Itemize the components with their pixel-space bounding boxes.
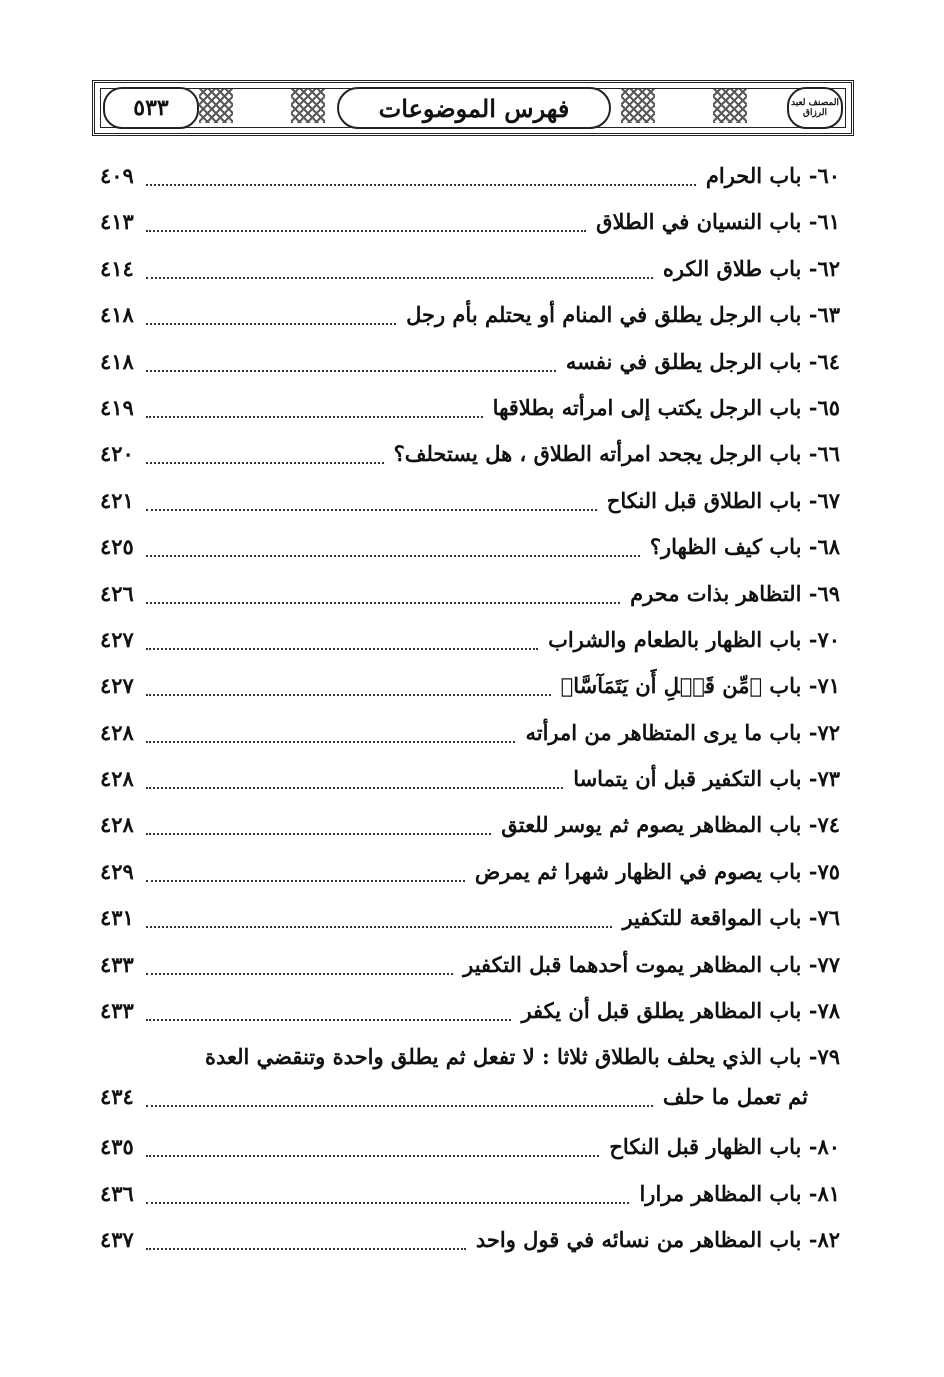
toc-entry-page: ٤٢٥ xyxy=(100,534,134,560)
toc-entry[interactable] xyxy=(100,255,840,301)
toc-entry[interactable] xyxy=(100,858,840,904)
leader-dots xyxy=(146,955,453,975)
toc-entry-page: ٤١٩ xyxy=(100,394,134,420)
toc-entry-title: ٧٤- باب المظاهر يصوم ثم يوسر للعتق xyxy=(501,812,840,838)
toc-entry-page: ٤٢٧ xyxy=(100,673,134,699)
leader-dots xyxy=(146,769,563,789)
toc-entry[interactable] xyxy=(100,719,840,765)
leader-dots xyxy=(146,584,620,604)
leader-dots xyxy=(146,908,612,928)
toc-entry-page: ٤٢٧ xyxy=(100,626,134,652)
toc-entry-title: ٧٩- باب الذي يحلف بالطلاق ثلاثا : لا تفعل ثم يطلق واحدة وتنقضي العدة xyxy=(204,1044,840,1070)
toc-entry-title: ٦٤- باب الرجل يطلق في نفسه xyxy=(565,348,840,374)
toc-entry-title: ٦٣- باب الرجل يطلق في المنام أو يحتلم بأم رجل xyxy=(406,302,840,328)
leader-dots xyxy=(146,815,491,835)
toc-entry[interactable] xyxy=(100,1133,840,1179)
toc-entry[interactable] xyxy=(100,348,840,394)
toc-entry-title: ٨٠- باب الظهار قبل النكاح xyxy=(609,1134,840,1160)
toc-entry-page: ٤٢٨ xyxy=(100,719,134,745)
page-number: ٥٣٣ xyxy=(103,87,199,129)
toc-entry-page: ٤٣١ xyxy=(100,905,134,931)
leader-dots xyxy=(146,259,653,279)
toc-entry[interactable] xyxy=(100,765,840,811)
leader-dots xyxy=(146,305,396,325)
leader-dots xyxy=(146,212,586,232)
ornament-left-2 xyxy=(291,89,325,123)
leader-dots xyxy=(146,398,483,418)
toc-entry[interactable] xyxy=(100,672,840,718)
table-of-contents xyxy=(100,162,840,1273)
toc-entry-page: ٤٣٤ xyxy=(100,1084,134,1110)
toc-entry-page: ٤٢٠ xyxy=(100,441,134,467)
toc-entry-title: ٧٨- باب المظاهر يطلق قبل أن يكفر xyxy=(521,998,840,1024)
toc-entry-page: ٤٢٦ xyxy=(100,580,134,606)
toc-entry-page: ٤٢٩ xyxy=(100,858,134,884)
toc-entry-title-continued: ثم تعمل ما حلف xyxy=(662,1084,808,1110)
toc-entry-page: ٤٢٨ xyxy=(100,766,134,792)
toc-entry-title: ٧١- باب ﴿مِّن قَبۡلِ أَن يَتَمَآسَّا﴾ xyxy=(560,673,840,699)
toc-entry[interactable] xyxy=(100,301,840,347)
toc-entry-page: ٤٣٣ xyxy=(100,951,134,977)
leader-dots xyxy=(146,676,551,696)
leader-dots xyxy=(146,630,538,650)
toc-entry[interactable] xyxy=(100,208,840,254)
toc-entry-page: ٤٣٥ xyxy=(100,1134,134,1160)
toc-entry-title: ٧٣- باب التكفير قبل أن يتماسا xyxy=(573,766,840,792)
toc-entry[interactable] xyxy=(100,533,840,579)
ornament-right xyxy=(713,89,747,123)
leader-dots xyxy=(146,352,556,372)
toc-entry-title: ٨١- باب المظاهر مرارا xyxy=(639,1180,840,1206)
toc-entry[interactable] xyxy=(100,1180,840,1226)
toc-entry-multiline[interactable] xyxy=(100,1043,840,1083)
toc-entry-title: ٦٢- باب طلاق الكره xyxy=(662,255,840,281)
toc-entry[interactable] xyxy=(100,580,840,626)
toc-entry[interactable] xyxy=(100,811,840,857)
ornament-right-2 xyxy=(621,89,655,123)
toc-entry[interactable] xyxy=(100,440,840,486)
toc-entry-continuation[interactable] xyxy=(100,1083,840,1133)
page-title: فهرس الموضوعات xyxy=(337,87,611,129)
leader-dots xyxy=(146,1087,653,1107)
ornament-left xyxy=(199,89,233,123)
toc-entry-title: ٦٧- باب الطلاق قبل النكاح xyxy=(606,487,840,513)
toc-entry-title: ٦١- باب النسيان في الطلاق xyxy=(596,209,840,235)
toc-entry[interactable] xyxy=(100,904,840,950)
toc-entry-title: ٧٥- باب يصوم في الظهار شهرا ثم يمرض xyxy=(474,858,840,884)
toc-entry[interactable] xyxy=(100,626,840,672)
book-logo: المصنف لعبد الرزاق xyxy=(787,87,843,129)
toc-entry-page: ٤١٤ xyxy=(100,255,134,281)
leader-dots xyxy=(146,1001,511,1021)
toc-entry-title: ٦٨- باب كيف الظهار؟ xyxy=(649,534,840,560)
leader-dots xyxy=(146,1184,629,1204)
toc-entry-title: ٦٠- باب الحرام xyxy=(705,163,840,188)
leader-dots xyxy=(146,166,696,186)
toc-entry[interactable] xyxy=(100,394,840,440)
leader-dots xyxy=(146,537,640,557)
leader-dots xyxy=(146,444,384,464)
toc-entry-page: ٤٢١ xyxy=(100,487,134,513)
leader-dots xyxy=(146,723,515,743)
leader-dots xyxy=(146,862,465,882)
toc-entry-page: ٤٣٦ xyxy=(100,1180,134,1206)
toc-entry-page: ٤١٨ xyxy=(100,348,134,374)
toc-entry[interactable] xyxy=(100,997,840,1043)
leader-dots xyxy=(146,491,597,511)
toc-entry-page: ٤٠٩ xyxy=(100,163,134,188)
leader-dots xyxy=(146,1137,599,1157)
leader-dots xyxy=(146,1230,466,1250)
toc-entry-title: ٧٧- باب المظاهر يموت أحدهما قبل التكفير xyxy=(463,951,840,977)
toc-entry-page: ٤٢٨ xyxy=(100,812,134,838)
toc-entry-page: ٤١٨ xyxy=(100,302,134,328)
toc-entry-title: ٧٦- باب المواقعة للتكفير xyxy=(622,905,840,931)
toc-entry-title: ٧٠- باب الظهار بالطعام والشراب xyxy=(548,626,840,652)
toc-entry-page: ٤٣٧ xyxy=(100,1227,134,1253)
toc-entry-page: ٤٣٣ xyxy=(100,998,134,1024)
toc-entry-title: ٦٩- التظاهر بذات محرم xyxy=(630,580,840,606)
toc-entry-title: ٦٥- باب الرجل يكتب إلى امرأته بطلاقها xyxy=(492,394,840,420)
toc-entry[interactable] xyxy=(100,1226,840,1272)
toc-entry-title: ٦٦- باب الرجل يجحد امرأته الطلاق ، هل يستحلف؟ xyxy=(393,441,840,467)
page-header xyxy=(92,80,854,136)
toc-entry[interactable] xyxy=(100,162,840,208)
toc-entry[interactable] xyxy=(100,487,840,533)
toc-entry-title: ٨٢- باب المظاهر من نسائه في قول واحد xyxy=(475,1227,840,1253)
toc-entry-page: ٤١٣ xyxy=(100,209,134,235)
toc-entry[interactable] xyxy=(100,951,840,997)
toc-entry-title: ٧٢- باب ما يرى المتظاهر من امرأته xyxy=(525,719,840,745)
